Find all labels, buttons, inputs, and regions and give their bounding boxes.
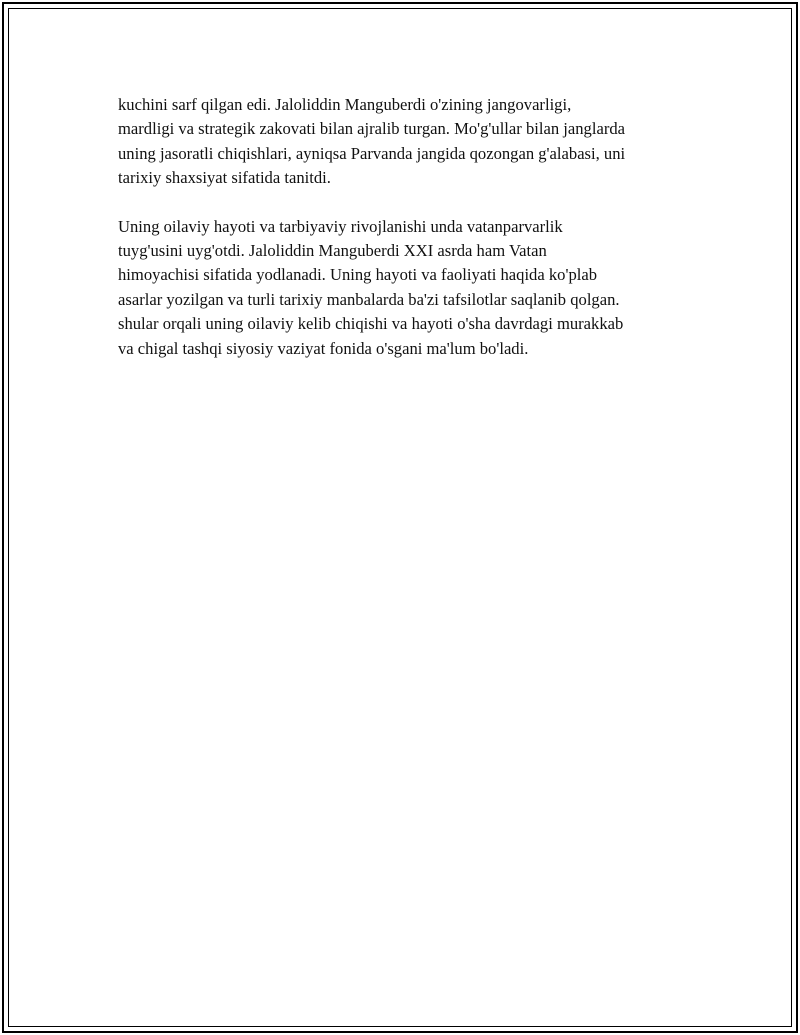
paragraph-2 bbox=[118, 215, 693, 361]
text-line: himoyachisi sifatida yodlanadi. Uning hayoti va faoliyati haqida ko'plab bbox=[118, 265, 598, 285]
paragraph-1 bbox=[118, 93, 693, 191]
text-line: tarixiy shaxsiyat sifatida tanitdi. bbox=[118, 168, 331, 188]
text-line: mardligi va strategik zakovati bilan ajralib turgan. Mo'g'ullar bilan janglarda bbox=[118, 119, 626, 139]
text-line: va chigal tashqi siyosiy vaziyat fonida o'sgani ma'lum bo'ladi. bbox=[118, 338, 529, 358]
text-line: shular orqali uning oilaviy kelib chiqishi va hayoti o'sha davrdagi murakkab bbox=[118, 314, 624, 334]
text-line: tuyg'usini uyg'otdi. Jaloliddin Manguberdi XXI asrda ham Vatan bbox=[118, 241, 547, 261]
text-line: asarlar yozilgan va turli tarixiy manbalarda ba'zi tafsilotlar saqlanib qolgan. bbox=[118, 289, 620, 309]
document-body bbox=[118, 93, 693, 385]
text-line: kuchini sarf qilgan edi. Jaloliddin Manguberdi o'zining jangovarligi, bbox=[118, 95, 572, 114]
text-line: Uning oilaviy hayoti va tarbiyaviy rivojlanishi unda vatanparvarlik bbox=[118, 216, 563, 236]
text-line: uning jasoratli chiqishlari, ayniqsa Parvanda jangida qozongan g'alabasi, uni bbox=[118, 143, 626, 163]
